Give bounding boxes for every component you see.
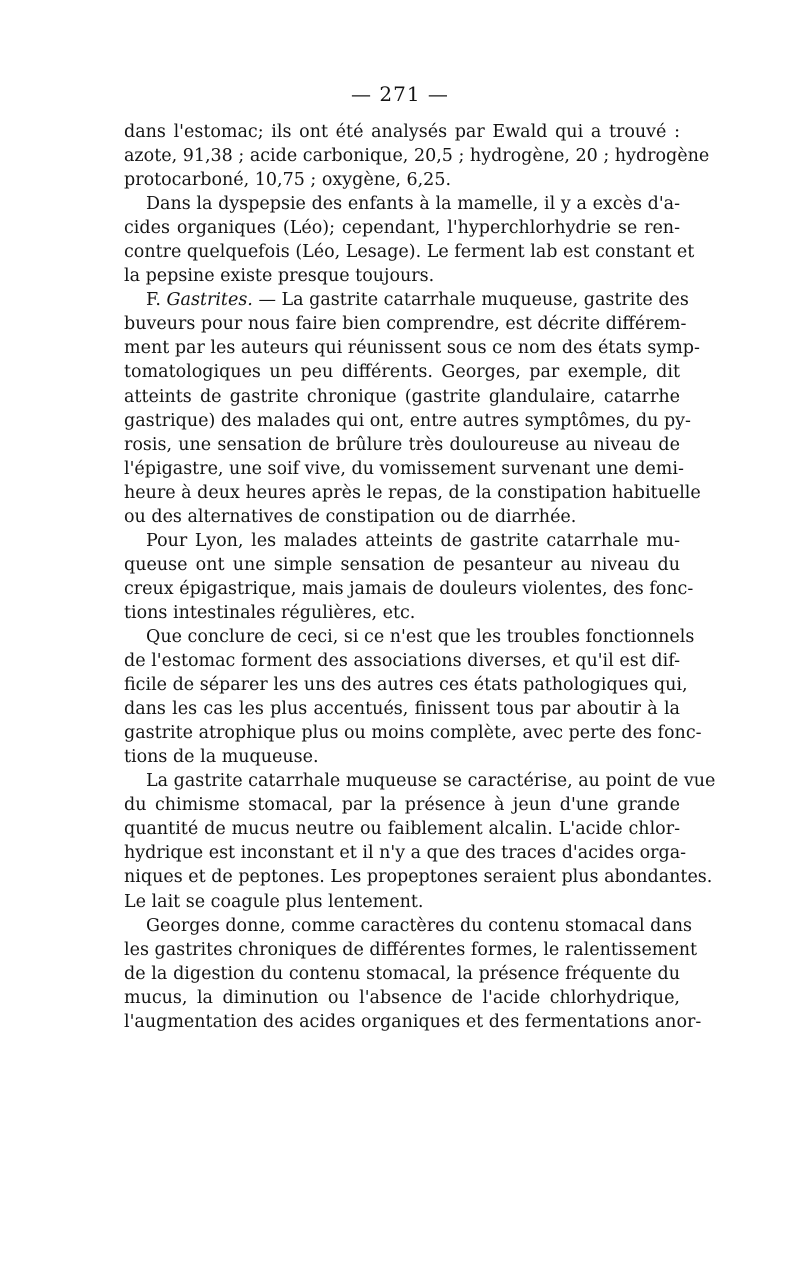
text-line: protocarboné, 10,75 ; oxygène, 6,25. [124,170,452,191]
text-line: La gastrite catarrhale muqueuse se caractérise, au point de vue [146,771,716,792]
text-line: la pepsine existe presque toujours. [124,266,435,287]
section-heading-line [124,288,689,312]
text-line: quantité de mucus neutre ou faiblement alcalin. L'acide chlor- [124,819,680,840]
page-number: — 271 — [351,82,449,106]
section-text: — La gastrite catarrhale muqueuse, gastrite des [252,290,689,311]
text-line: dans les cas les plus accentués, finissent tous par aboutir à la [124,699,680,720]
text-line: niques et de peptones. Les propeptones seraient plus abondantes. [124,867,713,888]
text-line: Georges donne, comme caractères du contenu stomacal dans [146,915,693,936]
text-line: Pour Lyon, les malades atteints de gastrite catarrhale mu- [146,530,680,551]
text-line: dans l'estomac; ils ont été analysés par Ewald qui a trouvé : [124,122,680,142]
text-line: tomatologiques un peu différents. Georges, par exemple, dit [124,362,680,383]
text-line: tions de la muqueuse. [124,747,319,768]
text-line: cides organiques (Léo); cependant, l'hyperchlorhydrie se ren- [124,218,680,239]
text-line: creux épigastrique, mais jamais de douleurs violentes, des fonc- [124,578,694,599]
text-line: de la digestion du contenu stomacal, la présence fréquente du [124,963,680,984]
text-line: contre quelquefois (Léo, Lesage). Le ferment lab est constant et [124,242,695,263]
section-prefix: F. [146,290,167,311]
text-line: Que conclure de ceci, si ce n'est que les troubles fonctionnels [146,626,695,647]
text-line: buveurs pour nous faire bien comprendre, est décrite différem- [124,314,687,335]
text-line: gastrique) des malades qui ont, entre autres symptômes, du py- [124,410,691,431]
text-line: du chimisme stomacal, par la présence à jeun d'une grande [124,795,680,816]
text-line: heure à deux heures après le repas, de la constipation habituelle [124,482,701,503]
text-line: Dans la dyspepsie des enfants à la mamelle, il y a excès d'a- [146,194,680,215]
text-line: hydrique est inconstant et il n'y a que des traces d'acides orga- [124,843,687,864]
text-line: ment par les auteurs qui réunissent sous ce nom des états symp- [124,338,700,359]
text-line: gastrite atrophique plus ou moins complète, avec perte des fonc- [124,723,702,744]
text-line: rosis, une sensation de brûlure très douloureuse au niveau de [124,434,680,455]
text-line: l'augmentation des acides organiques et des fermentations anor- [124,1011,702,1032]
text-line: Le lait se coagule plus lentement. [124,891,424,912]
text-line: azote, 91,38 ; acide carbonique, 20,5 ; hydrogène, 20 ; hydrogène [124,146,710,167]
text-line: ficile de séparer les uns des autres ces états pathologiques qui, [124,675,688,696]
text-line: queuse ont une simple sensation de pesanteur au niveau du [124,554,680,575]
text-line: tions intestinales régulières, etc. [124,602,416,623]
text-line: l'épigastre, une soif vive, du vomissement survenant une demi- [124,458,684,479]
section-title: Gastrites. [166,290,253,311]
text-line: mucus, la diminution ou l'absence de l'acide chlorhydrique, [124,987,680,1008]
text-line: ou des alternatives de constipation ou de diarrhée. [124,506,577,527]
text-line: de l'estomac forment des associations diverses, et qu'il est dif- [124,651,680,672]
text-line: atteints de gastrite chronique (gastrite glandulaire, catarrhe [124,386,680,407]
text-line: les gastrites chroniques de différentes formes, le ralentissement [124,939,698,960]
body-text [124,120,716,1034]
